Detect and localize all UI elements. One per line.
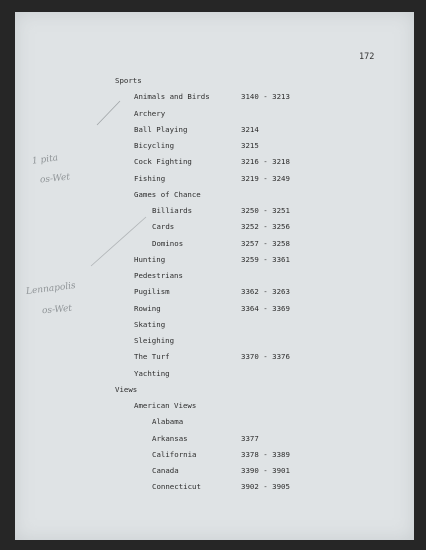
entry-label: Ball Playing [134, 124, 188, 134]
entry-label: Billiards [152, 206, 193, 215]
entry-code-range: 3214 [241, 124, 259, 134]
handwritten-note-2-line-2: os-Wet [41, 303, 73, 317]
entry-code-range: 3250 - 3251 [241, 206, 290, 215]
entry-label: Rowing [134, 303, 161, 313]
entry-label: Animals and Birds [134, 92, 210, 102]
entry-code-range: 3362 - 3263 [241, 287, 290, 297]
entry-label: Alabama [152, 417, 184, 427]
entry-label: Archery [134, 108, 166, 118]
pencil-stroke-1 [97, 101, 120, 125]
entry-code-range: 3140 - 3213 [241, 92, 290, 102]
pencil-stroke-2 [91, 217, 146, 266]
entry-code-range: 3219 - 3249 [241, 173, 290, 183]
entry-label: Fishing [134, 173, 166, 183]
entry-label: California [152, 449, 197, 459]
handwritten-note-2-line-1: Lennapolis [25, 281, 77, 297]
entry-code-range: 3259 - 3361 [241, 254, 290, 264]
entry-label: Bicycling [134, 141, 175, 150]
entry-code-range: 3216 - 3218 [241, 157, 290, 167]
entry-label: Sleighing [134, 336, 175, 345]
entry-label: Games of Chance [134, 189, 201, 199]
entry-label: Skating [134, 319, 166, 329]
entry-code-range: 3377 [241, 433, 259, 443]
entry-label: Pedestrians [134, 271, 183, 280]
entry-label: Views [115, 384, 138, 394]
entry-code-range: 3370 - 3376 [241, 352, 290, 362]
entry-code-range: 3378 - 3389 [241, 449, 290, 459]
entry-label: Canada [152, 466, 179, 475]
entry-label: Sports [115, 76, 142, 85]
handwritten-note-1-line-1: 1 pita [31, 153, 59, 167]
entry-label: Connecticut [152, 482, 201, 492]
entry-code-range: 3215 [241, 141, 259, 150]
entry-code-range: 3390 - 3901 [241, 466, 290, 475]
entry-label: Cards [152, 222, 175, 232]
entry-label: American Views [134, 401, 197, 410]
handwritten-note-1-line-2: os-Wet [39, 172, 71, 186]
page-number: 172 [359, 52, 375, 62]
entry-label: Hunting [134, 254, 166, 264]
entry-label: Dominos [152, 238, 184, 248]
entry-label: The Turf [134, 352, 170, 362]
entry-label: Arkansas [152, 433, 188, 443]
entry-code-range: 3257 - 3258 [241, 238, 290, 248]
entry-code-range: 3364 - 3369 [241, 303, 290, 313]
entry-code-range: 3252 - 3256 [241, 222, 290, 232]
entry-label: Pugilism [134, 287, 170, 297]
entry-code-range: 3902 - 3905 [241, 482, 290, 492]
entry-label: Cock Fighting [134, 157, 192, 167]
entry-label: Yachting [134, 368, 170, 378]
